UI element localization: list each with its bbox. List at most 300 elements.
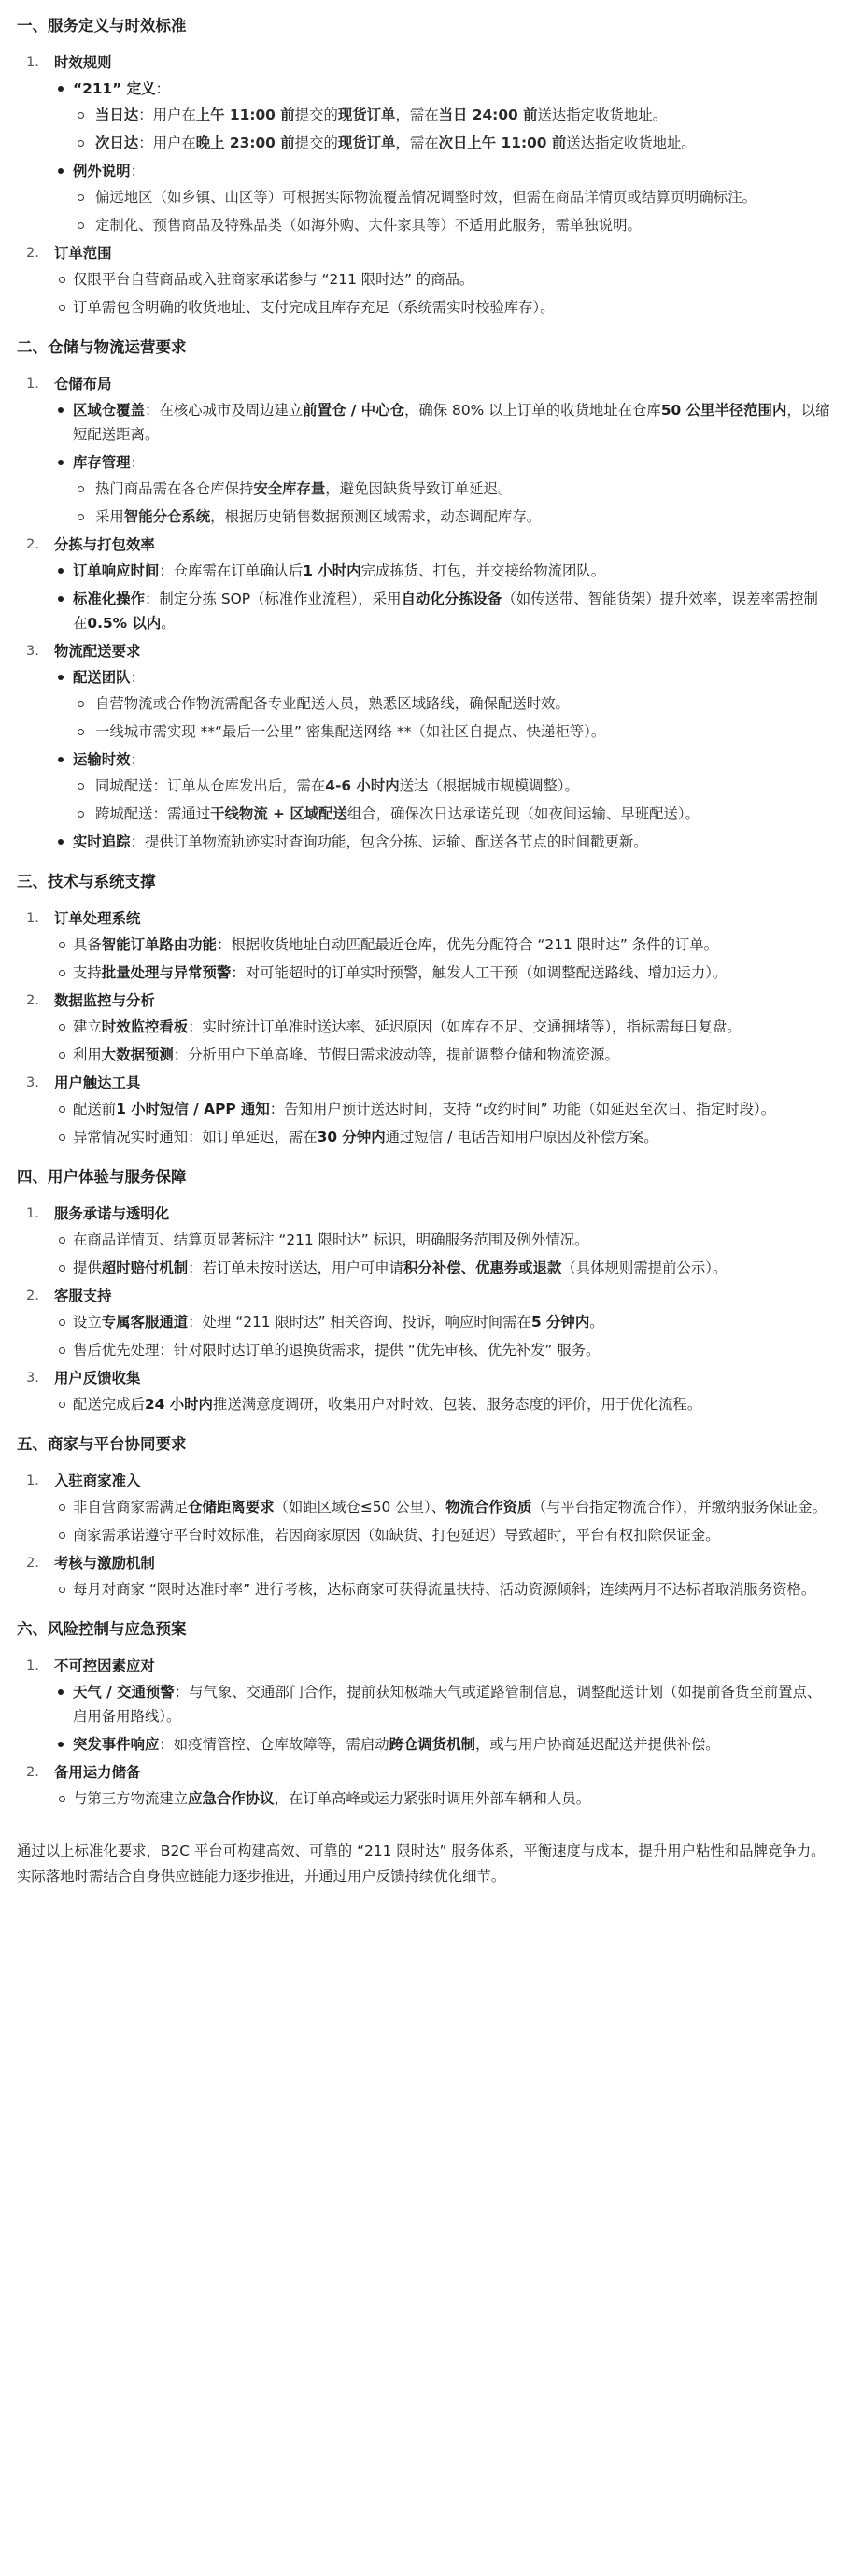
bullet-text — [73, 562, 605, 579]
bullet-item — [54, 961, 831, 985]
section-heading: 二、仓储与物流运营要求 — [17, 338, 187, 356]
bullet-text — [73, 402, 830, 443]
bold-text: 次日达 — [95, 135, 139, 151]
text-segment: ：与气象、交通部门合作，提前获知极端天气或道路管制信息，调整配送计划（如提前备货至前置点、启用备用路线）。 — [73, 1684, 822, 1725]
bullet-item — [54, 450, 831, 529]
bullet-circle-icon — [78, 514, 84, 520]
bullet-circle-icon — [59, 1504, 65, 1511]
text-segment: （具体规则需提前公示）。 — [561, 1260, 728, 1276]
bullet-disc-icon — [58, 757, 64, 762]
bullet-text — [95, 107, 667, 123]
item-title: 用户触达工具 — [54, 1075, 141, 1091]
text-segment: ：处理 “211 限时达” 相关咨询、投诉，响应时间需在 — [188, 1314, 531, 1331]
bullet-circle-icon — [78, 701, 84, 707]
section-heading: 三、技术与系统支撑 — [17, 873, 156, 890]
bullet-list — [54, 77, 831, 237]
bullet-item — [54, 1228, 831, 1252]
item-title: 仓储布局 — [54, 376, 112, 392]
text-segment: 具备 — [73, 936, 102, 953]
bullet-circle-icon — [78, 811, 84, 818]
text-segment: 完成拣货、打包，并交接给物流团队。 — [360, 562, 606, 579]
text-segment: ，在订单高峰或运力紧张时调用外部车辆和人员。 — [274, 1790, 591, 1807]
text-segment: ： — [130, 669, 145, 686]
text-segment: 每月对商家 “限时达准时率” 进行考核，达标商家可获得流量扶持、活动资源倾斜；连续两月不达标者取消服务资格。 — [73, 1581, 816, 1598]
bold-text: 0.5% 以内 — [87, 615, 162, 632]
bullet-text — [95, 777, 579, 794]
text-segment: 利用 — [73, 1046, 102, 1063]
bold-text: 超时赔付机制 — [101, 1260, 189, 1276]
sub-bullet-item — [73, 103, 831, 127]
bullet-text — [73, 1101, 775, 1117]
text-segment: ：提供订单物流轨迹实时查询功能，包含分拣、运输、配送各节点的时间戳更新。 — [130, 833, 648, 850]
bullet-item — [54, 159, 831, 237]
item-title: 用户反馈收集 — [54, 1370, 141, 1387]
bullet-circle-icon — [59, 1134, 65, 1141]
bold-text: 跨仓调货机制 — [389, 1736, 475, 1753]
bullet-item — [54, 1097, 831, 1121]
sub-bullet-item — [73, 505, 831, 529]
bold-text: 专属客服通道 — [101, 1314, 189, 1331]
text-segment: ：根据收货地址自动匹配最近仓库，优先分配符合 “211 限时达” 条件的订单。 — [216, 936, 719, 953]
bullet-circle-icon — [59, 1402, 65, 1408]
text-segment: 支持 — [73, 964, 102, 981]
bullet-disc-icon — [58, 460, 64, 465]
text-segment: 组合，确保次日达承诺兑现（如夜间运输、早班配送）。 — [346, 805, 700, 822]
numbered-item — [17, 1551, 831, 1601]
text-segment: 配送前 — [73, 1101, 117, 1117]
text-segment: ，以缩短配送距离。 — [73, 402, 830, 443]
numbered-item — [17, 1654, 831, 1757]
text-segment: 设立 — [73, 1314, 102, 1331]
item-number: 3. — [26, 1370, 39, 1386]
bullet-item — [54, 295, 831, 320]
bullet-list — [54, 1015, 831, 1067]
numbered-list — [17, 906, 831, 1149]
text-segment: ：在核心城市及周边建立 — [144, 402, 304, 419]
bullet-text — [73, 299, 555, 316]
sub-bullet-item — [73, 719, 831, 744]
document-body — [17, 2, 831, 1811]
numbered-item — [17, 1469, 831, 1547]
bullet-list — [54, 1577, 831, 1601]
text-segment: 提交的 — [294, 135, 338, 151]
text-segment: ，避免因缺货导致订单延迟。 — [325, 480, 513, 497]
bold-text: 晚上 23:00 前 — [195, 135, 295, 151]
bullet-text — [95, 480, 512, 497]
text-segment: 建立 — [73, 1018, 102, 1035]
item-title: 不可控因素应对 — [54, 1658, 155, 1674]
text-segment: 提交的 — [294, 107, 338, 123]
sub-bullet-item — [73, 477, 831, 501]
bullet-text — [73, 1396, 701, 1413]
text-segment: ： — [130, 163, 145, 179]
text-segment: ：如疫情管控、仓库故障等，需启动 — [159, 1736, 389, 1753]
bullet-item — [54, 267, 831, 292]
bullet-item — [54, 587, 831, 635]
bullet-text — [73, 1046, 619, 1063]
bold-text: 智能订单路由功能 — [101, 936, 217, 953]
bold-text: 次日上午 11:00 前 — [438, 135, 567, 151]
bullet-circle-icon — [78, 783, 84, 790]
bold-text: 安全库存量 — [253, 480, 326, 497]
numbered-item — [17, 639, 831, 854]
bullet-circle-icon — [59, 1052, 65, 1059]
item-title: 时效规则 — [54, 54, 112, 71]
bullet-circle-icon — [59, 1024, 65, 1031]
bold-text: 区域仓覆盖 — [73, 402, 145, 419]
item-title: 分拣与打包效率 — [54, 536, 155, 553]
bullet-circle-icon — [59, 1347, 65, 1354]
text-segment: ，根据历史销售数据预测区域需求，动态调配库存。 — [210, 508, 542, 525]
numbered-item — [17, 1366, 831, 1416]
text-segment: 送达指定收货地址。 — [537, 107, 668, 123]
bullet-item — [54, 1392, 831, 1416]
numbered-item — [17, 1071, 831, 1149]
sub-bullet-list — [73, 477, 831, 529]
text-segment: 一线城市需实现 **“最后一公里” 密集配送网络 **（如社区自提点、快递柜等）。 — [95, 723, 606, 740]
sub-bullet-item — [73, 691, 831, 716]
text-segment: ，确保 80% 以上订单的收货地址在仓库 — [403, 402, 661, 419]
text-segment: ： — [130, 751, 145, 768]
bullet-text — [73, 1684, 821, 1725]
bold-text: 订单响应时间 — [73, 562, 160, 579]
item-title: 订单处理系统 — [54, 910, 141, 927]
bullet-list — [54, 1786, 831, 1811]
bold-text: 库存管理 — [73, 454, 131, 471]
section-heading: 四、用户体验与服务保障 — [17, 1168, 187, 1186]
bullet-text — [73, 1499, 827, 1516]
bullet-text — [73, 751, 145, 768]
text-segment: 自营物流或合作物流需配备专业配送人员，熟悉区域路线，确保配送时效。 — [95, 695, 570, 712]
bullet-circle-icon — [78, 112, 84, 119]
item-number: 3. — [26, 643, 39, 659]
item-number: 2. — [26, 1764, 39, 1780]
bullet-list — [54, 1310, 831, 1362]
bullet-text — [73, 1790, 590, 1807]
text-segment: ： — [155, 80, 170, 97]
text-segment: 配送完成后 — [73, 1396, 145, 1413]
item-title: 考核与激励机制 — [54, 1555, 155, 1572]
bullet-circle-icon — [59, 1265, 65, 1272]
text-segment: 偏远地区（如乡镇、山区等）可根据实际物流覆盖情况调整时效，但需在商品详情页或结算页明确标注。 — [95, 189, 756, 206]
bold-text: “211” 定义 — [73, 80, 156, 97]
item-title: 数据监控与分析 — [54, 992, 155, 1009]
text-segment: ：若订单未按时送达，用户可申请 — [188, 1260, 404, 1276]
bullet-circle-icon — [78, 486, 84, 492]
bullet-text — [73, 1736, 720, 1753]
bullet-disc-icon — [58, 568, 64, 574]
bullet-item — [54, 1256, 831, 1280]
text-segment: 同城配送：订单从仓库发出后，需在 — [95, 777, 326, 794]
item-number: 2. — [26, 245, 39, 261]
numbered-list — [17, 372, 831, 854]
sub-bullet-item — [73, 213, 831, 237]
bold-text: 1 小时短信 / APP 通知 — [116, 1101, 270, 1117]
sub-bullet-item — [73, 802, 831, 826]
item-title: 订单范围 — [54, 245, 112, 262]
item-title: 客服支持 — [54, 1288, 112, 1304]
item-title: 物流配送要求 — [54, 643, 141, 660]
bold-text: 仓储距离要求 — [188, 1499, 275, 1516]
sub-bullet-list — [73, 103, 831, 155]
bullet-list — [54, 932, 831, 985]
item-number: 1. — [26, 1205, 39, 1221]
bullet-text — [95, 695, 570, 712]
text-segment: 。 — [161, 615, 176, 632]
text-segment: 商家需承诺遵守平台时效标准，若因商家原因（如缺货、打包延迟）导致超时，平台有权扣除保证金。 — [73, 1527, 720, 1544]
bold-text: 突发事件响应 — [73, 1736, 160, 1753]
text-segment: 跨城配送：需通过 — [95, 805, 211, 822]
bullet-disc-icon — [58, 407, 64, 413]
bullet-circle-icon — [59, 1532, 65, 1539]
bold-text: 4-6 小时内 — [325, 777, 400, 794]
bold-text: 5 分钟内 — [530, 1314, 590, 1331]
sub-bullet-item — [73, 185, 831, 209]
bullet-text — [73, 80, 170, 97]
bullet-item — [54, 1043, 831, 1067]
bullet-circle-icon — [59, 277, 65, 283]
bullet-disc-icon — [58, 1742, 64, 1747]
bold-text: 大数据预测 — [101, 1046, 174, 1063]
item-number: 2. — [26, 1288, 39, 1303]
text-segment: ：仓库需在订单确认后 — [159, 562, 304, 579]
bullet-circle-icon — [78, 194, 84, 201]
text-segment: 推送满意度调研，收集用户对时效、包装、服务态度的评价，用于优化流程。 — [212, 1396, 702, 1413]
bold-text: 1 小时内 — [303, 562, 361, 579]
bullet-text — [73, 1314, 604, 1331]
text-segment: ：实时统计订单准时送达率、延迟原因（如库存不足、交通拥堵等），指标需每日复盘。 — [188, 1018, 742, 1035]
text-segment: （与平台指定物流合作），并缴纳服务保证金。 — [531, 1499, 827, 1516]
bold-text: 24 小时内 — [144, 1396, 213, 1413]
bullet-item — [54, 1523, 831, 1547]
bold-text: 时效监控看板 — [101, 1018, 189, 1035]
text-segment: 定制化、预售商品及特殊品类（如海外购、大件家具等）不适用此服务，需单独说明。 — [95, 217, 642, 234]
text-segment: 热门商品需在各仓库保持 — [95, 480, 254, 497]
bullet-disc-icon — [58, 839, 64, 845]
bullet-item — [54, 1732, 831, 1757]
bold-text: 前置仓 / 中心仓 — [303, 402, 404, 419]
bullet-circle-icon — [59, 1319, 65, 1326]
bullet-item — [54, 665, 831, 744]
numbered-list — [17, 1469, 831, 1601]
sub-bullet-list — [73, 774, 831, 826]
bold-text: 天气 / 交通预警 — [73, 1684, 175, 1701]
bullet-item — [54, 1495, 831, 1519]
bold-text: 物流合作资质 — [445, 1499, 532, 1516]
bullet-item — [54, 1680, 831, 1729]
text-segment: 。 — [589, 1314, 604, 1331]
bullet-item — [54, 1310, 831, 1334]
bullet-text — [95, 508, 541, 525]
text-segment: 在商品详情页、结算页显著标注 “211 限时达” 标识，明确服务范围及例外情况。 — [73, 1231, 589, 1248]
bullet-text — [73, 1231, 589, 1248]
bold-text: 积分补偿、优惠券或退款 — [403, 1260, 562, 1276]
bullet-text — [73, 833, 648, 850]
bullet-circle-icon — [59, 1587, 65, 1593]
bullet-disc-icon — [58, 168, 64, 174]
numbered-list — [17, 1202, 831, 1416]
bullet-item — [54, 932, 831, 957]
bold-text: 智能分仓系统 — [123, 508, 211, 525]
item-title: 备用运力储备 — [54, 1764, 141, 1781]
bullet-item — [54, 1786, 831, 1811]
text-segment: 订单需包含明确的收货地址、支付完成且库存充足（系统需实时校验库存）。 — [73, 299, 555, 316]
bullet-text — [95, 135, 696, 151]
text-segment: ，需在 — [395, 135, 439, 151]
bullet-text — [73, 454, 145, 471]
bold-text: 现货订单 — [337, 107, 396, 123]
bold-text: 自动化分拣设备 — [401, 591, 502, 607]
numbered-item — [17, 906, 831, 985]
bullet-text — [73, 669, 145, 686]
bullet-list — [54, 267, 831, 320]
bullet-list — [54, 1097, 831, 1149]
bullet-text — [73, 1129, 658, 1146]
text-segment: 送达指定收货地址。 — [566, 135, 696, 151]
item-number: 2. — [26, 536, 39, 552]
bullet-circle-icon — [59, 970, 65, 976]
sub-bullet-list — [73, 185, 831, 237]
section-heading: 五、商家与平台协同要求 — [17, 1435, 187, 1453]
bullet-text — [73, 964, 727, 981]
item-title: 入驻商家准入 — [54, 1473, 141, 1489]
bold-text: 现货订单 — [337, 135, 396, 151]
item-number: 1. — [26, 1473, 39, 1488]
text-segment: ：用户在 — [138, 107, 196, 123]
bullet-list — [54, 665, 831, 854]
numbered-item — [17, 989, 831, 1067]
text-segment: （如传送带、智能货架）提升效率，误差率需控制在 — [73, 591, 818, 632]
text-segment: 售后优先处理：针对限时达订单的退换货需求，提供 “优先审核、优先补发” 服务。 — [73, 1342, 601, 1359]
bullet-circle-icon — [59, 1106, 65, 1113]
bullet-list — [54, 1392, 831, 1416]
bullet-item — [54, 1015, 831, 1039]
bullet-disc-icon — [58, 596, 64, 602]
numbered-item — [17, 1202, 831, 1280]
bullet-text — [73, 936, 718, 953]
text-segment: 通过短信 / 电话告知用户原因及补偿方案。 — [385, 1129, 658, 1146]
bullet-item — [54, 747, 831, 826]
bullet-text — [73, 163, 145, 179]
bullet-item — [54, 1577, 831, 1601]
bullet-item — [54, 830, 831, 854]
text-segment: ，需在 — [395, 107, 439, 123]
bold-text: 标准化操作 — [73, 591, 145, 607]
bullet-disc-icon — [58, 675, 64, 680]
bullet-circle-icon — [59, 1796, 65, 1802]
bullet-list — [54, 1680, 831, 1757]
bullet-text — [73, 1581, 815, 1598]
text-segment: ：告知用户预计送达时间，支持 “改约时间” 功能（如延迟至次日、指定时段）。 — [269, 1101, 776, 1117]
bullet-list — [54, 398, 831, 529]
bullet-text — [95, 723, 605, 740]
item-number: 2. — [26, 1555, 39, 1571]
numbered-list — [17, 50, 831, 320]
bullet-text — [95, 189, 756, 206]
numbered-item — [17, 1760, 831, 1811]
bold-text: 上午 11:00 前 — [195, 107, 295, 123]
bullet-item — [54, 559, 831, 583]
bullet-list — [54, 1495, 831, 1547]
text-segment: 提供 — [73, 1260, 102, 1276]
item-number: 1. — [26, 376, 39, 391]
bullet-text — [73, 1018, 742, 1035]
text-segment: ：对可能超时的订单实时预警，触发人工干预（如调整配送路线、增加运力）。 — [231, 964, 728, 981]
bullet-text — [95, 805, 700, 822]
numbered-item — [17, 50, 831, 237]
bold-text: 例外说明 — [73, 163, 131, 179]
text-segment: ： — [130, 454, 145, 471]
item-number: 2. — [26, 992, 39, 1008]
text-segment: ，或与用户协商延迟配送并提供补偿。 — [474, 1736, 720, 1753]
item-number: 3. — [26, 1075, 39, 1090]
bullet-text — [73, 271, 473, 288]
item-number: 1. — [26, 910, 39, 926]
bullet-text — [73, 591, 818, 632]
bold-text: 应急合作协议 — [188, 1790, 275, 1807]
bullet-circle-icon — [78, 140, 84, 147]
bold-text: 配送团队 — [73, 669, 131, 686]
text-segment: ：分析用户下单高峰、节假日需求波动等，提前调整仓储和物流资源。 — [173, 1046, 619, 1063]
text-segment: ：制定分拣 SOP（标准作业流程），采用 — [144, 591, 402, 607]
bold-text: 干线物流 + 区域配送 — [210, 805, 347, 822]
bullet-circle-icon — [59, 305, 65, 311]
bullet-circle-icon — [59, 942, 65, 948]
bullet-item — [54, 77, 831, 155]
bullet-text — [73, 1342, 600, 1359]
numbered-item — [17, 372, 831, 529]
bullet-circle-icon — [78, 222, 84, 229]
text-segment: 仅限平台自营商品或入驻商家承诺参与 “211 限时达” 的商品。 — [73, 271, 474, 288]
sub-bullet-list — [73, 691, 831, 744]
section-heading: 六、风险控制与应急预案 — [17, 1620, 187, 1638]
bullet-list — [54, 1228, 831, 1280]
bullet-disc-icon — [58, 86, 64, 92]
bullet-circle-icon — [59, 1237, 65, 1244]
section-heading: 一、服务定义与时效标准 — [17, 17, 187, 35]
bold-text: 当日 24:00 前 — [438, 107, 538, 123]
bullet-text — [73, 1260, 727, 1276]
bold-text: 30 分钟内 — [317, 1129, 386, 1146]
bold-text: 当日达 — [95, 107, 139, 123]
bullet-text — [95, 217, 642, 234]
bullet-item — [54, 1125, 831, 1149]
summary-paragraph: 通过以上标准化要求，B2C 平台可构建高效、可靠的 “211 限时达” 服务体系，平衡速度与成本，提升用户粘性和品牌竞争力。实际落地时需结合自身供应链能力逐步推进，并通过用户反馈持续优化细节。 — [17, 1843, 826, 1885]
bullet-item — [54, 1338, 831, 1362]
numbered-item — [17, 241, 831, 320]
text-segment: （如距区域仓≤50 公里）、 — [274, 1499, 446, 1516]
bold-text: 批量处理与异常预警 — [101, 964, 232, 981]
text-segment: 采用 — [95, 508, 124, 525]
item-title: 服务承诺与透明化 — [54, 1205, 170, 1222]
text-segment: 非自营商家需满足 — [73, 1499, 189, 1516]
bullet-disc-icon — [58, 1689, 64, 1695]
bullet-circle-icon — [78, 729, 84, 735]
sub-bullet-item — [73, 774, 831, 798]
bold-text: 实时追踪 — [73, 833, 131, 850]
numbered-list — [17, 1654, 831, 1811]
text-segment: 与第三方物流建立 — [73, 1790, 189, 1807]
text-segment: 异常情况实时通知：如订单延迟，需在 — [73, 1129, 318, 1146]
text-segment: 送达（根据城市规模调整）。 — [399, 777, 579, 794]
bold-text: 运输时效 — [73, 751, 131, 768]
bullet-list — [54, 559, 831, 635]
bullet-text — [73, 1527, 720, 1544]
sub-bullet-item — [73, 131, 831, 155]
numbered-item — [17, 533, 831, 635]
bold-text: 50 公里半径范围内 — [660, 402, 787, 419]
item-number: 1. — [26, 1658, 39, 1673]
